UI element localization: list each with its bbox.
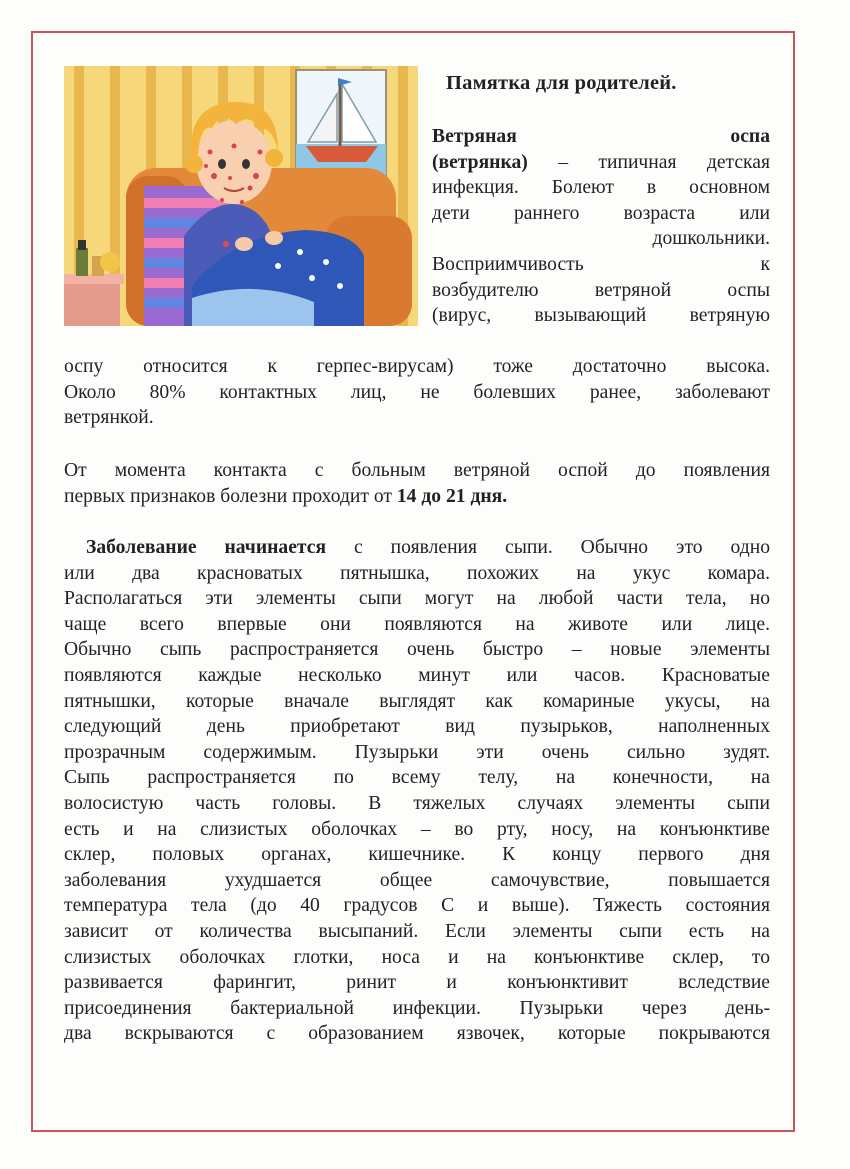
onset-line: или два красноватых пятнышка, похожих на укус комара. — [64, 562, 770, 584]
onset-line: прозрачным содержимым. Пузырьки эти очень сильно зудят. — [64, 741, 770, 763]
intro-paragraph-bottom — [64, 354, 770, 431]
intro-line: инфекция. Болеют в основном — [432, 177, 770, 199]
onset-line: чаще всего впервые они появляются на животе или лице. — [64, 613, 770, 635]
onset-line: температура тела (до 40 градусов С и выше). Тяжесть состояния — [64, 895, 770, 917]
onset-line: появляются каждые несколько минут или часов. Красноватые — [64, 664, 770, 686]
intro-line: оспу относится к герпес-вирусам) тоже достаточно высока. — [64, 356, 770, 377]
onset-line: слизистых оболочках глотки, носа и на конъюнктиве склер, то — [64, 946, 770, 968]
intro-line: возбудителю ветряной оспы — [432, 279, 770, 301]
intro-line: (вирус, вызывающий ветряную — [432, 305, 770, 327]
onset-line: следующий день приобретают вид пузырьков, наполненных — [64, 716, 770, 738]
page-title: Памятка для родителей. — [446, 72, 677, 94]
intro-line: Восприимчивость к — [432, 253, 770, 275]
onset-line: Заболевание начинается с появления сыпи. Обычно это одно — [86, 537, 770, 558]
onset-line: Сыпь распространяется по всему телу, на конечности, на — [64, 767, 770, 789]
onset-paragraph — [64, 535, 770, 1047]
onset-line: есть и на слизистых оболочках – во рту, носу, на конъюнктиве — [64, 818, 770, 840]
intro-line: дети раннего возраста или — [432, 202, 770, 224]
onset-line: зависит от количества высыпаний. Если элементы сыпи есть на — [64, 920, 770, 942]
incubation-paragraph — [64, 458, 770, 509]
intro-line: дошкольники. — [652, 228, 770, 250]
intro-line: Около 80% контактных лиц, не болевших ранее, заболевают — [64, 381, 770, 403]
onset-line: Располагаться эти элементы сыпи могут на любой части тела, но — [64, 588, 770, 610]
onset-line: развивается фарингит, ринит и конъюнктивит вследствие — [64, 972, 770, 994]
illustration-sick-child — [64, 66, 418, 326]
intro-paragraph-top — [432, 124, 770, 329]
onset-line: два вскрываются с образованием язвочек, которые покрываются — [64, 1023, 770, 1045]
onset-line: Обычно сыпь распространяется очень быстро – новые элементы — [64, 639, 770, 661]
onset-line: заболевания ухудшается общее самочувствие, повышается — [64, 869, 770, 891]
onset-line: пятнышки, которые вначале выглядят как комариные укусы, на — [64, 690, 770, 712]
incubation-line: От момента контакта с больным ветряной оспой до появления — [64, 460, 770, 481]
onset-line: склер, половых органах, кишечнике. К концу первого дня — [64, 844, 770, 866]
sailboat-picture — [296, 70, 386, 178]
intro-line: ветрянкой. — [64, 407, 154, 429]
incubation-line: первых признаков болезни проходит от 14 до 21 дня. — [64, 485, 508, 507]
intro-line: (ветрянка) – типичная детская — [432, 151, 770, 173]
onset-line: присоединения бактериальной инфекции. Пузырьки через день- — [64, 997, 770, 1019]
intro-line: Ветряная оспа — [432, 126, 770, 147]
onset-line: волосистую часть головы. В тяжелых случаях элементы сыпи — [64, 792, 770, 814]
